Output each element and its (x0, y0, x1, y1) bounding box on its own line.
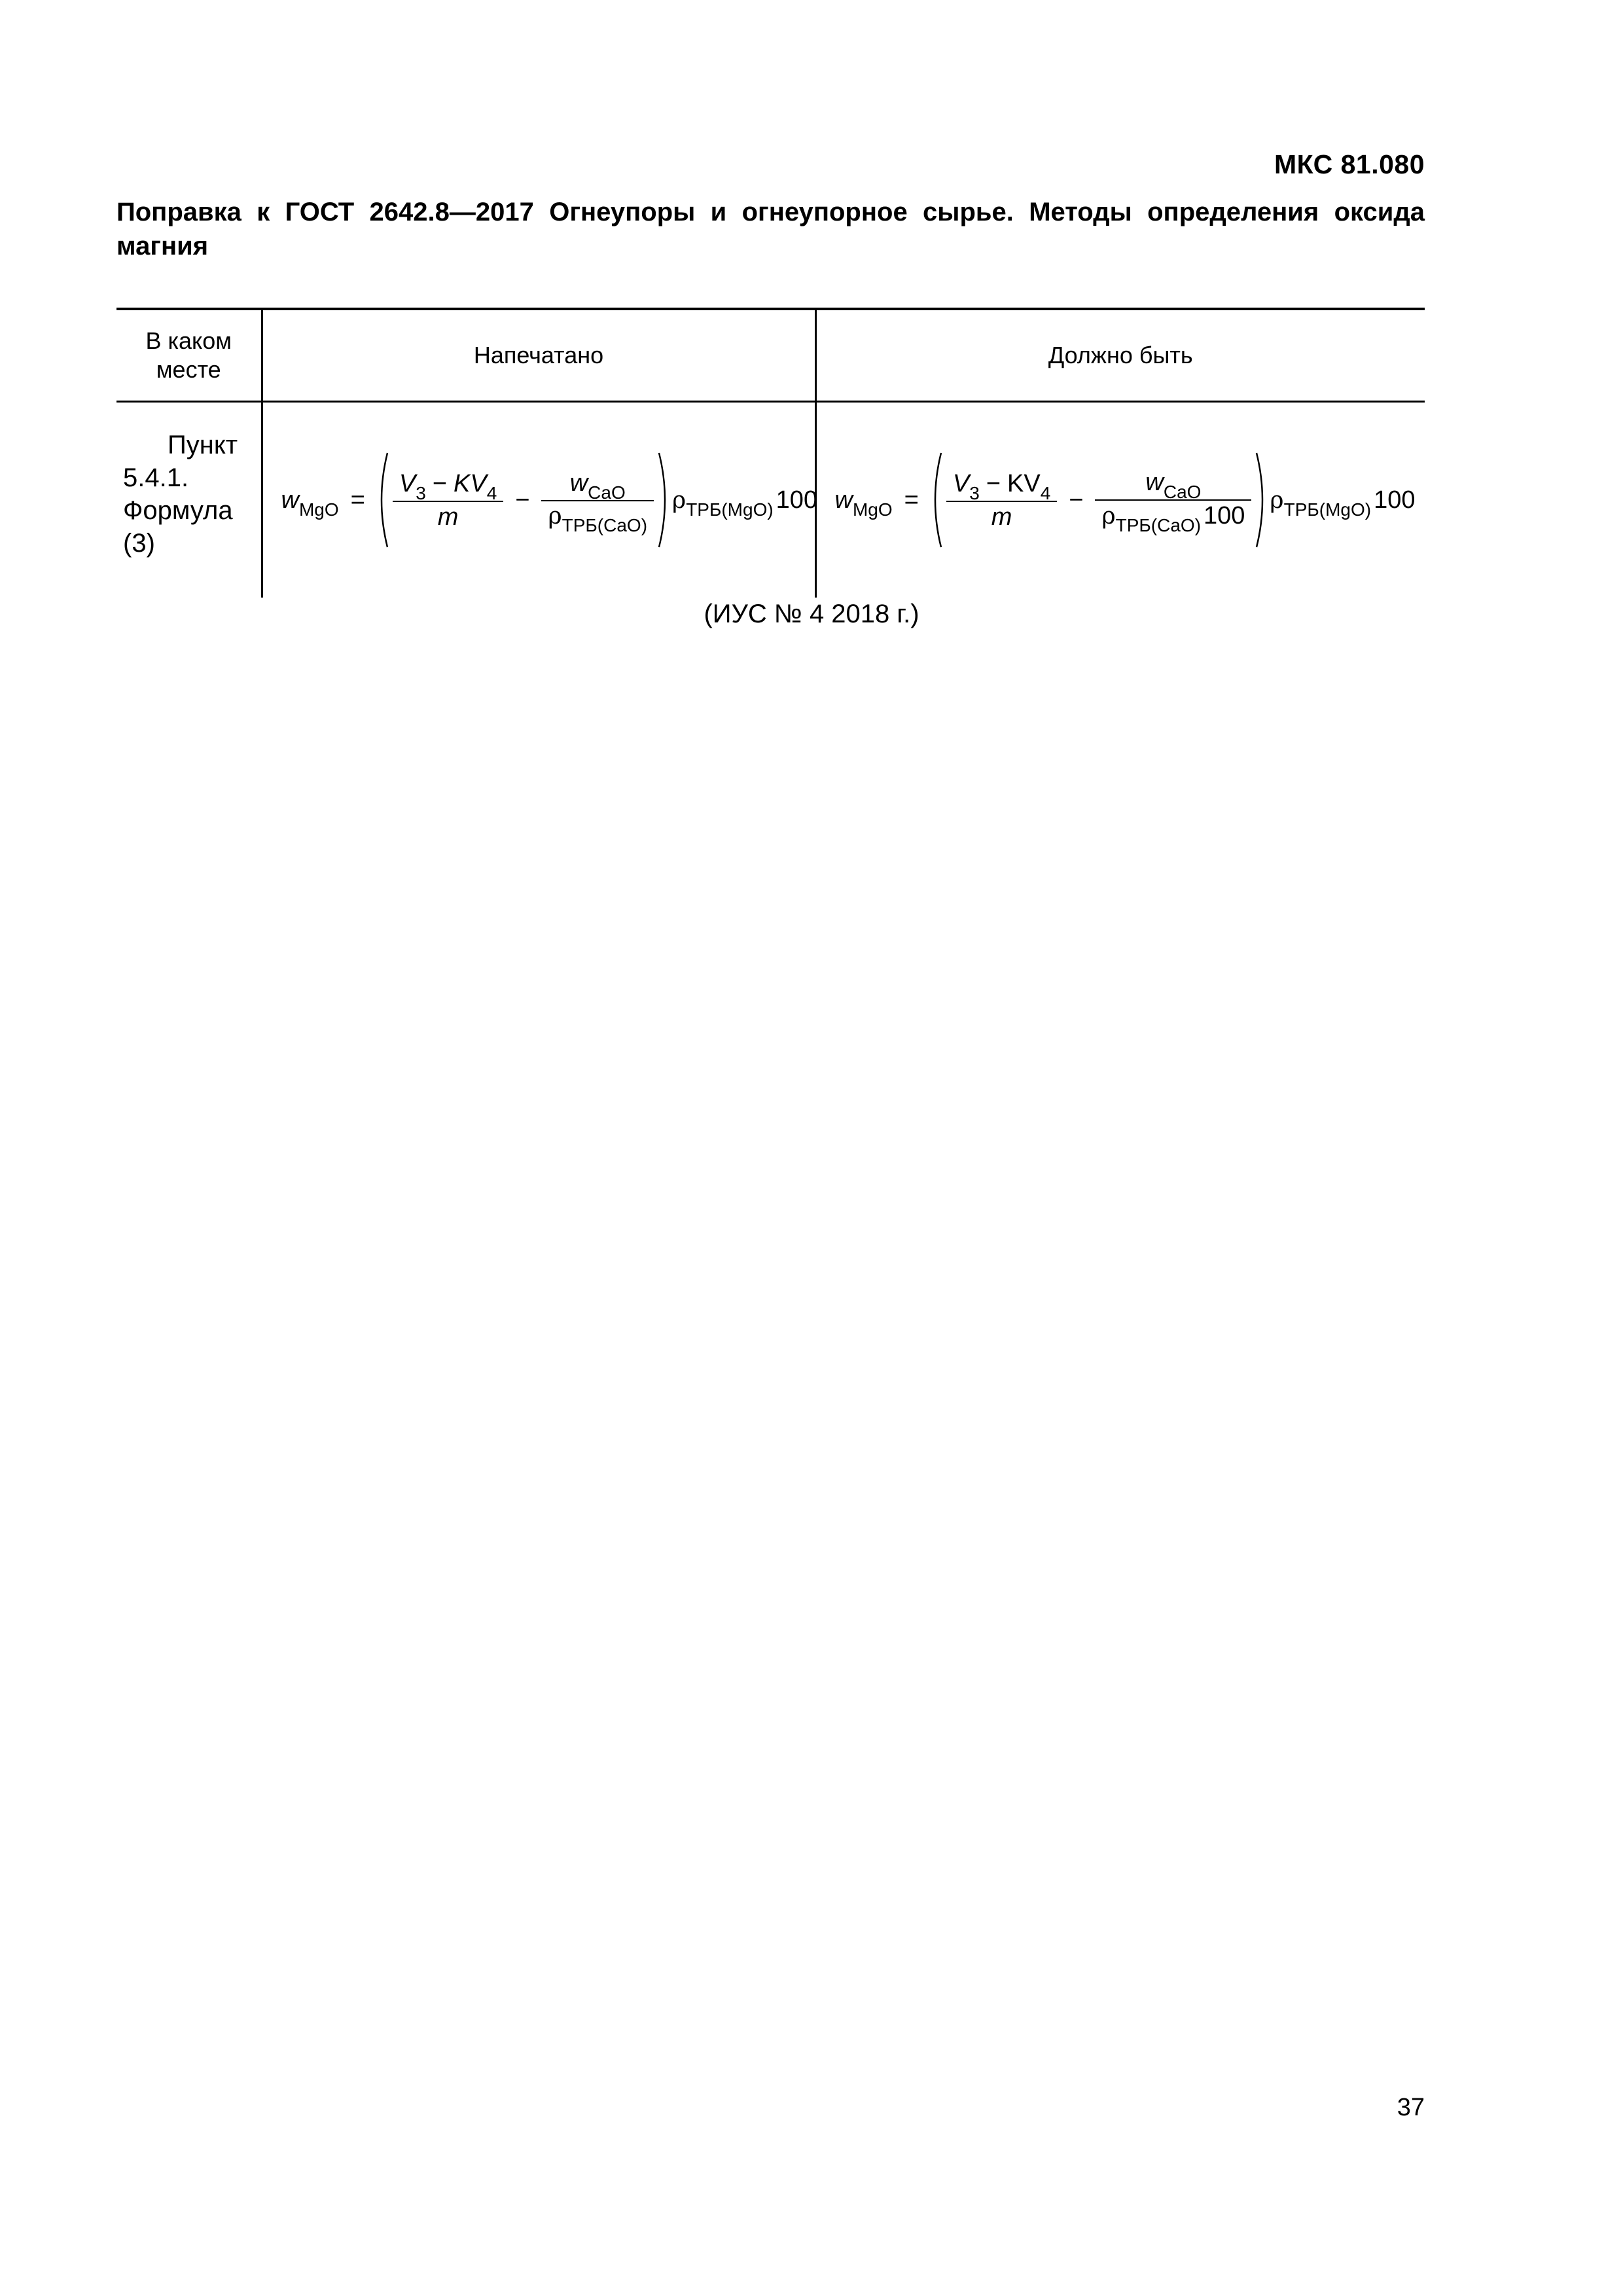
right-paren-icon (1255, 451, 1270, 549)
place-line: (3) (123, 529, 155, 558)
formula-lhs: $w_{MgO}$ (834, 486, 893, 520)
fraction-1-denominator: m (437, 503, 459, 531)
place-line: 5.4.1. (123, 463, 189, 492)
header-should-be: Должно быть (815, 309, 1425, 402)
fraction-1-denominator: m (991, 503, 1012, 531)
should-be-formula-cell (815, 402, 1425, 598)
equals-sign: = (350, 486, 365, 514)
left-paren-icon (374, 451, 389, 549)
place-cell (116, 402, 262, 598)
parenthesized-group (374, 451, 672, 549)
header-place (116, 309, 262, 402)
parenthesized-group (928, 451, 1270, 549)
fraction-1-numerator: V 3 − KV 4 (952, 469, 1051, 503)
ius-reference: (ИУС № 4 2018 г.) (704, 600, 919, 628)
density-factor: $\rho_{ТРБ(MgO)}$ (672, 486, 774, 520)
table-row (116, 402, 1425, 598)
printed-formula-cell (262, 402, 818, 598)
amendment-table (116, 308, 1425, 598)
header-place-line2: месте (156, 356, 221, 383)
printed-formula (263, 451, 818, 549)
right-paren-icon (658, 451, 672, 549)
mks-code: МКС 81.080 (1274, 149, 1425, 179)
fraction-2-denominator: ρ ТРБ(CaO) 100 (1101, 502, 1245, 535)
should-be-formula (817, 451, 1425, 549)
fraction-2-denominator: ρ ТРБ(CaO) (548, 502, 648, 535)
header-place-line1: В каком (145, 327, 232, 354)
fraction-2-numerator: w CaO (1145, 469, 1202, 502)
fraction-1-numerator: V 3 − KV 4 (399, 469, 497, 503)
table-header-row (116, 309, 1425, 402)
fraction-2 (541, 468, 654, 533)
amendment-title: Поправка к ГОСТ 2642.8—2017 Огнеупоры и огнеупорное сырье. Методы определения оксида магния (116, 198, 1425, 260)
place-line: Пункт (168, 431, 238, 459)
fraction-2 (1095, 467, 1251, 533)
factor-100: 100 (776, 486, 818, 514)
fraction-1 (946, 469, 1057, 532)
fraction-1 (393, 469, 503, 532)
page-number: 37 (1397, 2094, 1425, 2121)
formula-lhs: $w_{MgO}$ (281, 486, 339, 520)
fraction-2-numerator: w CaO (569, 469, 626, 503)
left-paren-icon (928, 451, 942, 549)
minus-sign: − (515, 486, 530, 514)
equals-sign: = (904, 486, 919, 514)
density-factor: $\rho_{ТРБ(MgO)}$ (1270, 486, 1372, 520)
minus-sign: − (1069, 486, 1084, 514)
header-printed: Напечатано (262, 309, 815, 402)
factor-100: 100 (1374, 486, 1416, 514)
place-line: Формула (123, 496, 233, 525)
